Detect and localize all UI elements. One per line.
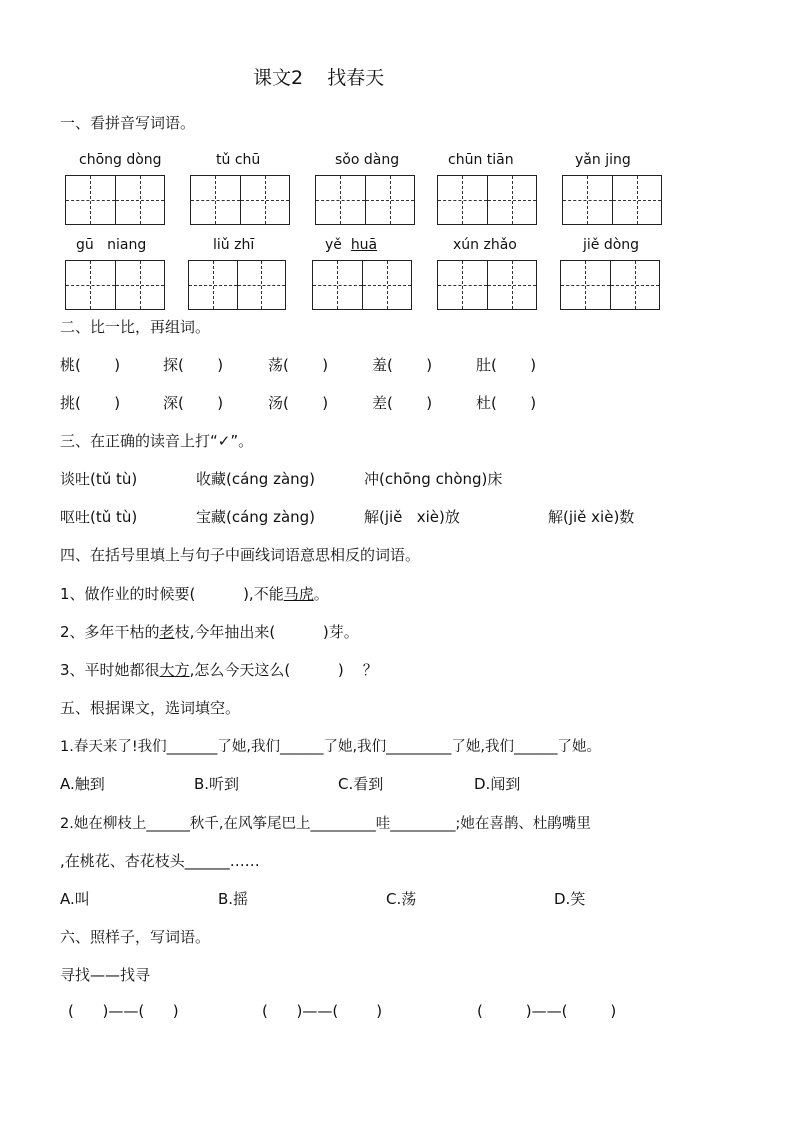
compare-item: 肚( ) bbox=[476, 356, 537, 374]
writing-grid[interactable] bbox=[562, 175, 662, 225]
option: B.摇 bbox=[218, 890, 249, 908]
writing-grid[interactable] bbox=[437, 175, 537, 225]
antonym-question-3: 3、平时她都很大方,怎么今天这么( ) ？ bbox=[60, 661, 378, 679]
section-1-heading: 一、看拼音写词语。 bbox=[60, 114, 196, 132]
compare-item: 差( ) bbox=[372, 394, 433, 412]
option: B.听到 bbox=[194, 775, 240, 793]
example-word: 寻找——找寻 bbox=[60, 966, 151, 984]
word-blank: ( )——( ) bbox=[262, 1002, 383, 1020]
compare-item: 挑( ) bbox=[60, 394, 121, 412]
option: A.触到 bbox=[60, 775, 105, 793]
pinyin-1-1: chōng dòng bbox=[79, 152, 162, 168]
writing-grid[interactable] bbox=[437, 260, 537, 310]
compare-item: 桃( ) bbox=[60, 356, 121, 374]
pinyin-2-3: yě huā bbox=[325, 237, 378, 253]
pinyin-2-2: liǔ zhī bbox=[213, 237, 255, 253]
pronunciation-item: 解(jiě xiè)数 bbox=[548, 508, 635, 526]
writing-grid[interactable] bbox=[188, 260, 286, 310]
option: D.闻到 bbox=[474, 775, 521, 793]
option: D.笑 bbox=[554, 890, 586, 908]
compare-item: 杜( ) bbox=[476, 394, 537, 412]
compare-item: 羞( ) bbox=[372, 356, 433, 374]
writing-grid[interactable] bbox=[312, 260, 412, 310]
pronunciation-item: 收藏(cáng zàng) bbox=[196, 470, 316, 488]
pronunciation-item: 呕吐(tǔ tù) bbox=[60, 508, 138, 526]
pinyin-1-2: tǔ chū bbox=[216, 152, 261, 168]
section-2-heading: 二、比一比，再组词。 bbox=[60, 318, 211, 336]
writing-grid[interactable] bbox=[65, 260, 165, 310]
writing-grid[interactable] bbox=[190, 175, 290, 225]
writing-grid[interactable] bbox=[65, 175, 165, 225]
antonym-question-1: 1、做作业的时候要( ),不能马虎。 bbox=[60, 585, 329, 603]
antonym-question-2: 2、多年干枯的老枝,今年抽出来( )芽。 bbox=[60, 623, 359, 641]
compare-item: 深( ) bbox=[163, 394, 224, 412]
section-3-heading: 三、在正确的读音上打“✓”。 bbox=[60, 432, 254, 450]
pronunciation-item: 谈吐(tǔ tù) bbox=[60, 470, 138, 488]
section-5-heading: 五、根据课文，选词填空。 bbox=[60, 699, 241, 717]
option: A.叫 bbox=[60, 890, 90, 908]
pronunciation-item: 宝藏(cáng zàng) bbox=[196, 508, 316, 526]
writing-grid[interactable] bbox=[315, 175, 415, 225]
pinyin-1-5: yǎn jing bbox=[575, 152, 631, 168]
compare-item: 探( ) bbox=[163, 356, 224, 374]
word-blank: ( )——( ) bbox=[68, 1002, 179, 1020]
pinyin-1-4: chūn tiān bbox=[448, 152, 514, 168]
compare-item: 汤( ) bbox=[268, 394, 329, 412]
option: C.荡 bbox=[386, 890, 417, 908]
pinyin-2-1: gū niang bbox=[76, 237, 147, 253]
word-blank: ( )——( ) bbox=[477, 1002, 617, 1020]
pronunciation-item: 冲(chōng chòng)床 bbox=[364, 470, 503, 488]
option: C.看到 bbox=[338, 775, 384, 793]
fill-question-2-line-2: ,在桃花、杏花枝头______…… bbox=[60, 852, 260, 870]
writing-grid[interactable] bbox=[560, 260, 660, 310]
pinyin-2-5: jiě dòng bbox=[583, 237, 640, 253]
pinyin-2-4: xún zhǎo bbox=[453, 237, 517, 253]
page-title: 课文2 找春天 bbox=[253, 67, 385, 89]
fill-question-2-line-1: 2.她在柳枝上______秋千,在风筝尾巴上_________哇_________;她在喜鹊、杜鹃嘴里 bbox=[60, 816, 591, 832]
pinyin-1-3: sǒo dàng bbox=[335, 152, 400, 168]
section-6-heading: 六、照样子，写词语。 bbox=[60, 928, 211, 946]
pronunciation-item: 解(jiě xiè)放 bbox=[364, 508, 460, 526]
fill-question-1: 1.春天来了!我们_______了她,我们______了她,我们_________了她,我们______了她。 bbox=[60, 739, 601, 755]
section-4-heading: 四、在括号里填上与句子中画线词语意思相反的词语。 bbox=[60, 546, 421, 564]
compare-item: 荡( ) bbox=[268, 356, 329, 374]
